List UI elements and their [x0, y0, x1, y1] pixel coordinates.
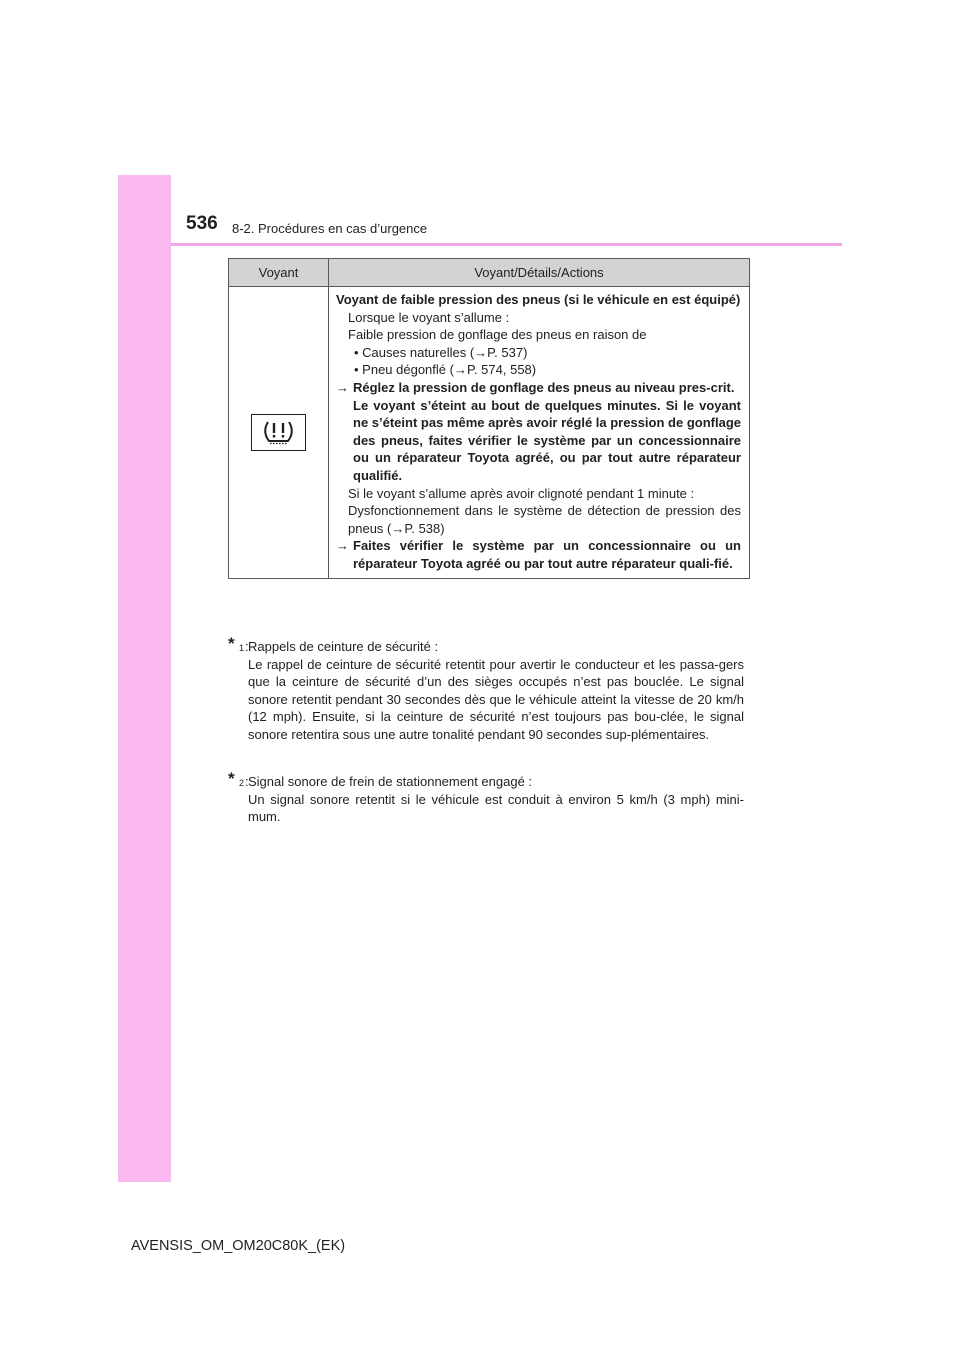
action-item — [336, 537, 741, 572]
arrow-icon: → — [336, 379, 349, 395]
details-cell — [329, 287, 750, 579]
malfunction-text: Dysfonctionnement dans le système de détection de pression des pneus (→P. 538) — [348, 503, 741, 536]
list-item: • Causes naturelles (→P. 537) — [354, 344, 528, 360]
action-text: Le voyant s’éteint au bout de quelques minutes. Si le voyant ne s’éteint pas même après avoir réglé la pression de gonflage des pneus, faites vérifier le système par un concessionnaire ou un réparateur Toyota agréé, ou par tout autre réparateur qualifié. — [353, 397, 741, 483]
condition-blink: Si le voyant s’allume après avoir clignoté pendant 1 minute : — [348, 485, 695, 501]
page-number: 536 — [186, 213, 218, 234]
footnote-colon: : — [245, 774, 249, 789]
arrow-icon: → — [336, 538, 349, 554]
icon-cell — [229, 287, 329, 579]
tire-pressure-warning-icon — [251, 414, 306, 451]
header-rule — [171, 243, 842, 246]
footnote-mark: * — [228, 769, 235, 788]
action-text: Faites vérifier le système par un concessionnaire ou un réparateur Toyota agréé ou par tout autre réparateur quali-fié. — [353, 538, 741, 571]
action-text: Réglez la pression de gonflage des pneus au niveau pres-crit. — [353, 379, 735, 395]
table-header-row — [229, 259, 750, 287]
footnote-number: 1 — [239, 643, 245, 653]
footnote-text: Un signal sonore retentit si le véhicule est conduit à environ 5 km/h (3 mph) mini-mum. — [248, 791, 744, 825]
footnote-1 — [228, 634, 744, 744]
footnote-2 — [228, 769, 744, 826]
document-code: AVENSIS_OM_OM20C80K_(EK) — [131, 1238, 346, 1254]
footnote-colon: : — [245, 639, 249, 654]
footnote-title: Signal sonore de frein de stationnement engagé : — [248, 774, 533, 789]
footnote-title: Rappels de ceinture de sécurité : — [248, 639, 439, 654]
footnote-number: 2 — [239, 778, 245, 788]
column-header-details: Voyant/Détails/Actions — [329, 259, 750, 287]
section-title: 8-2. Procédures en cas d’urgence — [232, 221, 428, 236]
warning-title: Voyant de faible pression des pneus (si le véhicule en est équipé) — [336, 292, 741, 307]
footnote-mark: * — [228, 634, 235, 653]
warning-light-table — [228, 258, 750, 579]
action-item — [336, 379, 741, 485]
list-item: • Pneu dégonflé (→P. 574, 558) — [354, 362, 537, 378]
condition-on: Lorsque le voyant s’allume : — [348, 309, 510, 325]
chapter-tab-sidebar — [118, 175, 171, 1182]
column-header-voyant: Voyant — [229, 259, 329, 287]
footnote-text: Le rappel de ceinture de sécurité retentit pour avertir le conducteur et les passa-gers que la ceinture de sécurité d’un des sièges occupés n’est pas bouclée. Le signal sonore retentit pendant 30 secondes dès que le véhicule atteint la vitesse de 20 km/h (12 mph). Ensuite, si la ceinture de sécurité n’est toujours pas bou-clée, le signal sonore retentira sous une autre tonalité pendant 90 secondes sup-plémentaires. — [248, 656, 744, 742]
cause-intro: Faible pression de gonflage des pneus en raison de — [348, 327, 647, 343]
table-row — [229, 287, 750, 579]
